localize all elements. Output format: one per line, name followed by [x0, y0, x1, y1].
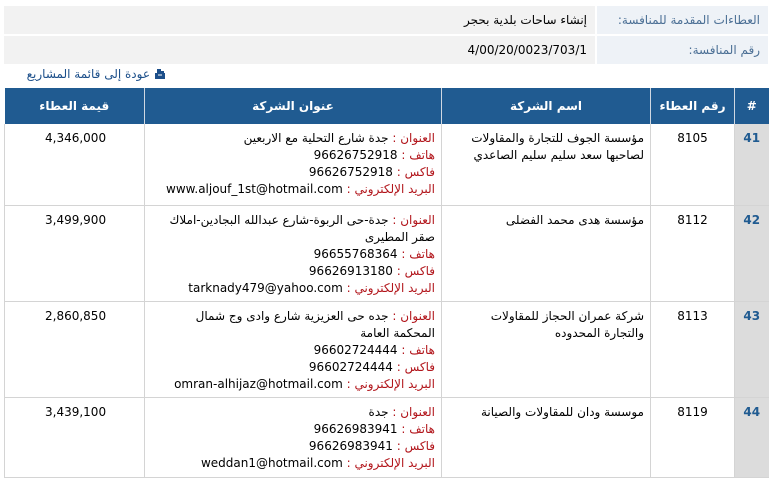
email-label: البريد الإلكتروني : — [346, 182, 435, 196]
row-index[interactable]: 44 — [735, 397, 769, 477]
col-header-company[interactable]: اسم الشركة — [442, 88, 651, 124]
email-label: البريد الإلكتروني : — [346, 455, 435, 470]
phone-label: هاتف : — [401, 148, 435, 162]
company-address — [145, 205, 442, 301]
address-value: جدة — [368, 404, 389, 419]
col-header-value[interactable]: قيمة العطاء — [5, 88, 145, 124]
back-link-label: عودة إلى قائمة المشاريع — [26, 67, 150, 81]
company-name: شركة عمران الحجاز للمقاولات والتجارة المحدوده — [442, 301, 651, 397]
fax-value: 96626752918 — [308, 165, 393, 179]
competition-label: العطاءات المقدمة للمنافسة: — [595, 6, 768, 36]
company-name: موسسة ودان للمقاولات والصيانة — [442, 397, 651, 477]
address-label: العنوان : — [392, 404, 435, 419]
email-label: البريد الإلكتروني : — [346, 280, 435, 295]
address-label: العنوان : — [392, 308, 435, 323]
col-header-bid-no[interactable]: رقم العطاء — [651, 88, 735, 124]
address-value: جدة-حى الربوة-شارع عبدالله البجادين-املاك صقر المطيرى — [169, 212, 435, 244]
address-value: جده حى العزيزية شارع وادى وج شمال المحكمة العامة — [195, 308, 435, 340]
phone-value: 96626983941 — [313, 421, 398, 436]
phone-label: هاتف : — [401, 421, 435, 436]
phone-value: 96655768364 — [313, 246, 398, 261]
competition-info — [4, 6, 768, 66]
fax-label: فاكس : — [396, 263, 435, 278]
company-address — [145, 397, 442, 477]
fax-label: فاكس : — [396, 359, 435, 374]
email-value: tarknady479@yahoo.com — [188, 280, 343, 295]
col-header-address[interactable]: عنوان الشركة — [145, 88, 442, 124]
bid-number: 8112 — [651, 205, 735, 301]
competition-number-label: رقم المنافسة: — [595, 36, 768, 66]
phone-label: هاتف : — [401, 342, 435, 357]
fax-value: 96602724444 — [308, 359, 393, 374]
fax-label: فاكس : — [396, 165, 435, 179]
competition-value: إنشاء ساحات بلدية بحجر — [4, 6, 595, 36]
phone-value: 96626752918 — [313, 148, 398, 162]
bid-number: 8113 — [651, 301, 735, 397]
company-name: مؤسسة الجوف للتجارة والمقاولات لصاحبها سعد سليم سليم الصاعدي — [442, 124, 651, 205]
phone-label: هاتف : — [401, 246, 435, 261]
competition-row — [4, 6, 768, 36]
table-row — [5, 397, 769, 477]
table-header-row — [5, 88, 769, 124]
email-value: omran-alhijaz@hotmail.com — [174, 376, 343, 391]
bids-table — [4, 88, 769, 478]
email-label: البريد الإلكتروني : — [346, 376, 435, 391]
bid-number: 8105 — [651, 124, 735, 205]
fax-value: 96626983941 — [308, 438, 393, 453]
bid-value: 3,439,100 — [5, 397, 145, 477]
row-index[interactable]: 41 — [735, 124, 769, 205]
company-address — [145, 301, 442, 397]
bid-value: 2,860,850 — [5, 301, 145, 397]
email-value: weddan1@hotmail.com — [200, 455, 343, 470]
competition-number-value: 4/00/20/0023/703/1 — [4, 36, 595, 66]
phone-value: 96602724444 — [313, 342, 398, 357]
email-value: www.aljouf_1st@hotmail.com — [166, 182, 343, 196]
back-to-projects-link[interactable] — [27, 67, 166, 81]
address-value: جدة شارع التحلية مع الاربعين — [243, 131, 389, 145]
competition-number-row — [4, 36, 768, 66]
address-label: العنوان : — [392, 131, 435, 145]
company-name: مؤسسة هدى محمد الفضلى — [442, 205, 651, 301]
back-arrow-icon — [154, 68, 166, 80]
col-header-index[interactable]: # — [735, 88, 769, 124]
bid-number: 8119 — [651, 397, 735, 477]
fax-label: فاكس : — [396, 438, 435, 453]
company-address — [145, 124, 442, 205]
table-row — [5, 301, 769, 397]
address-label: العنوان : — [392, 212, 435, 227]
bid-value: 4,346,000 — [5, 124, 145, 205]
row-index[interactable]: 42 — [735, 205, 769, 301]
table-row — [5, 205, 769, 301]
bid-value: 3,499,900 — [5, 205, 145, 301]
row-index[interactable]: 43 — [735, 301, 769, 397]
fax-value: 96626913180 — [308, 263, 393, 278]
table-row — [5, 124, 769, 205]
